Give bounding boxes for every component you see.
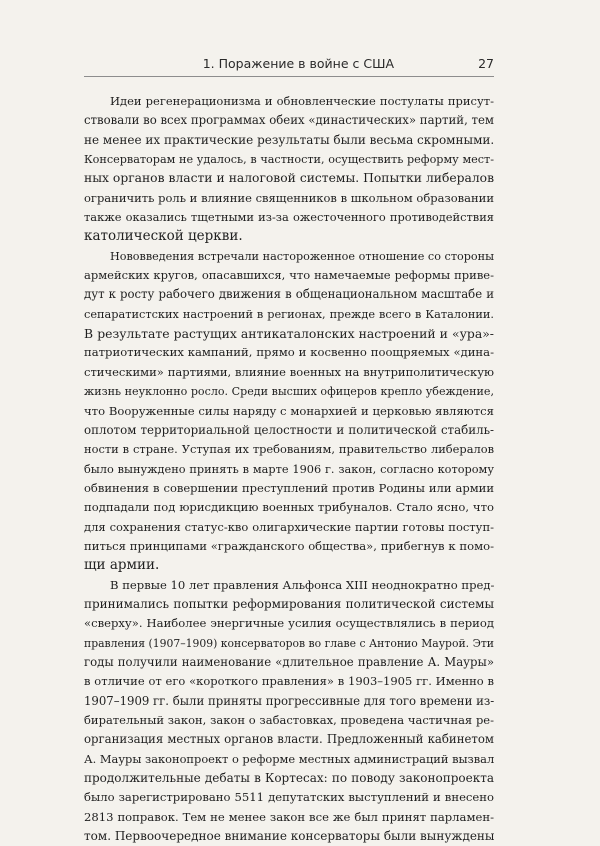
text-line: ограничить роль и влияние священников в школьном образовании	[84, 190, 494, 205]
text-line: организация местных органов власти. Предложенный кабинетом	[84, 732, 494, 747]
text-line: для сохранения статус-кво олигархические партии готовы поступ-	[84, 519, 494, 534]
text-line: В первые 10 лет правления Альфонса XIII неоднократно пред-	[110, 577, 495, 592]
text-line: годы получили наименование «длительное правление А. Мауры»	[84, 654, 494, 669]
text-line: том. Первоочередное внимание консерваторы были вынуждены	[84, 829, 495, 844]
text-line: ности в стране. Уступая их требованиям, правительство либералов	[84, 442, 494, 457]
text-line: подпадали под юрисдикцию военных трибуналов. Стало ясно, что	[84, 500, 494, 515]
running-header	[84, 56, 494, 74]
text-line: что Вооруженные силы наряду с монархией и церковью являются	[84, 403, 494, 418]
text-line: бирательный закон, закон о забастовках, проведена частичная ре-	[84, 713, 494, 727]
text-line: продолжительные дебаты в Кортесах: по поводу законопроекта	[84, 771, 494, 786]
text-line: не менее их практические результаты были весьма скромными.	[84, 132, 495, 147]
page-number: 27	[478, 56, 494, 71]
text-line: Нововведения встречали настороженное отношение со стороны	[110, 249, 494, 263]
text-line: дут к росту рабочего движения в общенациональном масштабе и	[84, 287, 494, 302]
text-line: «сверху». Наиболее энергичные усилия осуществлялись в период	[84, 616, 494, 631]
text-line: ствовали во всех программах обеих «династических» партий, тем	[84, 113, 494, 128]
text-line: было вынуждено принять в марте 1906 г. закон, согласно которому	[84, 462, 494, 476]
text-line: обвинения в совершении преступлений против Родины или армии	[84, 480, 494, 495]
text-line: стическими» партиями, влияние военных на внутриполитическую	[84, 364, 494, 379]
text-line: патриотических кампаний, прямо и косвенно поощряемых «дина-	[84, 345, 494, 360]
text-line: жизнь неуклонно росло. Среди высших офицеров крепло убеждение,	[84, 385, 494, 399]
text-line: оплотом территориальной целостности и политической стабиль-	[84, 422, 494, 437]
text-line: 1907–1909 гг. были приняты прогрессивные для того времени из-	[84, 693, 495, 708]
running-title: 1. Поражение в войне с США	[202, 56, 394, 71]
text-line: правления (1907–1909) консерваторов во главе с Антонио Маурой. Эти	[84, 636, 494, 650]
text-line: католической церкви.	[84, 228, 243, 245]
text-line: сепаратистских настроений в регионах, прежде всего в Каталонии.	[84, 307, 494, 321]
text-line: щи армии.	[84, 557, 160, 574]
text-line: Идеи регенерационизма и обновленческие постулаты присут-	[110, 94, 494, 108]
text-line: питься принципами «гражданского общества», прибегнув к помо-	[84, 538, 494, 553]
text-line: в отличие от его «короткого правления» в 1903–1905 гг. Именно в	[84, 674, 494, 689]
body-text	[84, 92, 494, 846]
text-line: принимались попытки реформирования политической системы	[84, 596, 494, 611]
paragraph	[84, 247, 494, 576]
text-line: было зарегистрировано 5511 депутатских выступлений и внесено	[84, 790, 494, 805]
paragraph	[84, 576, 494, 846]
text-line: Консерваторам не удалось, в частности, осуществить реформу мест-	[84, 153, 494, 167]
text-line: также оказались тщетными из-за ожесточенного противодействия	[84, 210, 494, 225]
text-line: армейских кругов, опасавшихся, что намечаемые реформы приве-	[84, 268, 494, 283]
paragraph	[84, 92, 494, 247]
text-line: В результате растущих антикаталонских настроений и «ура»-	[84, 326, 494, 342]
header-rule	[84, 76, 494, 77]
text-line: 2813 поправок. Тем не менее закон все же был принят парламен-	[84, 809, 494, 824]
text-line: ных органов власти и налоговой системы. Попытки либералов	[84, 171, 494, 186]
text-line: А. Мауры законопроект о реформе местных администраций вызвал	[84, 751, 495, 766]
